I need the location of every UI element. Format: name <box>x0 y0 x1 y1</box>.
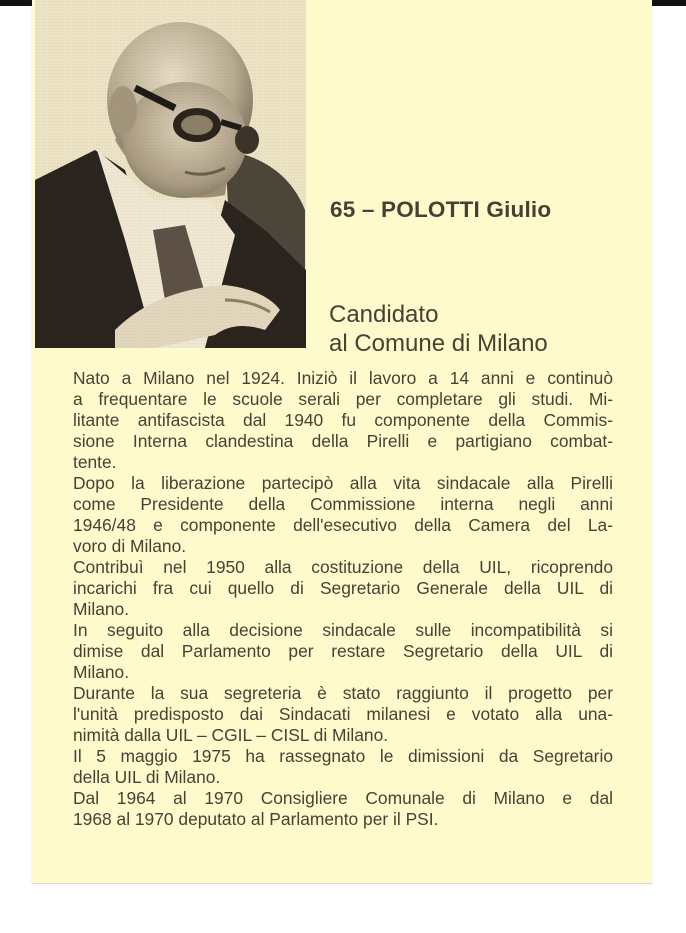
bio-line: incarichi fra cui quello di Segretario Generale della UIL di <box>73 578 613 598</box>
candidate-portrait <box>35 0 306 348</box>
bio-line: l'unità predisposto dai Sindacati milanesi e votato alla una- <box>73 704 613 724</box>
bio-line: come Presidente della Commissione interna negli anni <box>73 494 613 514</box>
bio-line: sione Interna clandestina della Pirelli e partigiano combat- <box>73 431 613 451</box>
bio-line: 1946/48 e componente dell'esecutivo della Camera del La- <box>73 515 613 535</box>
bio-line: tente. <box>73 452 117 472</box>
bio-line: Dal 1964 al 1970 Consigliere Comunale di Milano e dal <box>73 788 613 808</box>
bio-line: In seguito alla decisione sindacale sulle incompatibilità si <box>73 620 613 640</box>
candidate-card <box>32 0 652 883</box>
scan-border-left <box>0 0 32 6</box>
bio-line: Il 5 maggio 1975 ha rassegnato le dimissioni da Segretario <box>73 746 613 766</box>
bio-line: Dopo la liberazione partecipò alla vita sindacale alla Pirelli <box>73 473 613 493</box>
subtitle-line-2: al Comune di Milano <box>329 330 548 357</box>
scan-border-right <box>652 0 686 6</box>
bio-line: dimise dal Parlamento per restare Segretario della UIL di <box>73 641 613 661</box>
bio-line: Contribuì nel 1950 alla costituzione della UIL, ricoprendo <box>73 557 613 577</box>
bio-line: 1968 al 1970 deputato al Parlamento per il PSI. <box>73 809 439 829</box>
candidate-role <box>329 300 548 358</box>
bio-line: Durante la sua segreteria è stato raggiunto il progetto per <box>73 683 613 703</box>
subtitle-line-1: Candidato <box>329 301 439 328</box>
candidate-name-title: 65 – POLOTTI Giulio <box>330 197 552 222</box>
bio-line: Milano. <box>73 599 130 619</box>
bio-line: a frequentare le scuole serali per completare gli studi. Mi- <box>73 389 613 409</box>
bio-line: litante antifascista dal 1940 fu componente della Commis- <box>73 410 613 430</box>
portrait-image <box>35 0 306 348</box>
bio-line: voro di Milano. <box>73 536 187 556</box>
candidate-biography <box>73 368 613 830</box>
bio-line: nimità dalla UIL – CGIL – CISL di Milano. <box>73 725 389 745</box>
bio-line: Milano. <box>73 662 130 682</box>
bio-line: Nato a Milano nel 1924. Iniziò il lavoro a 14 anni e continuò <box>73 368 613 388</box>
bio-line: della UIL di Milano. <box>73 767 221 787</box>
